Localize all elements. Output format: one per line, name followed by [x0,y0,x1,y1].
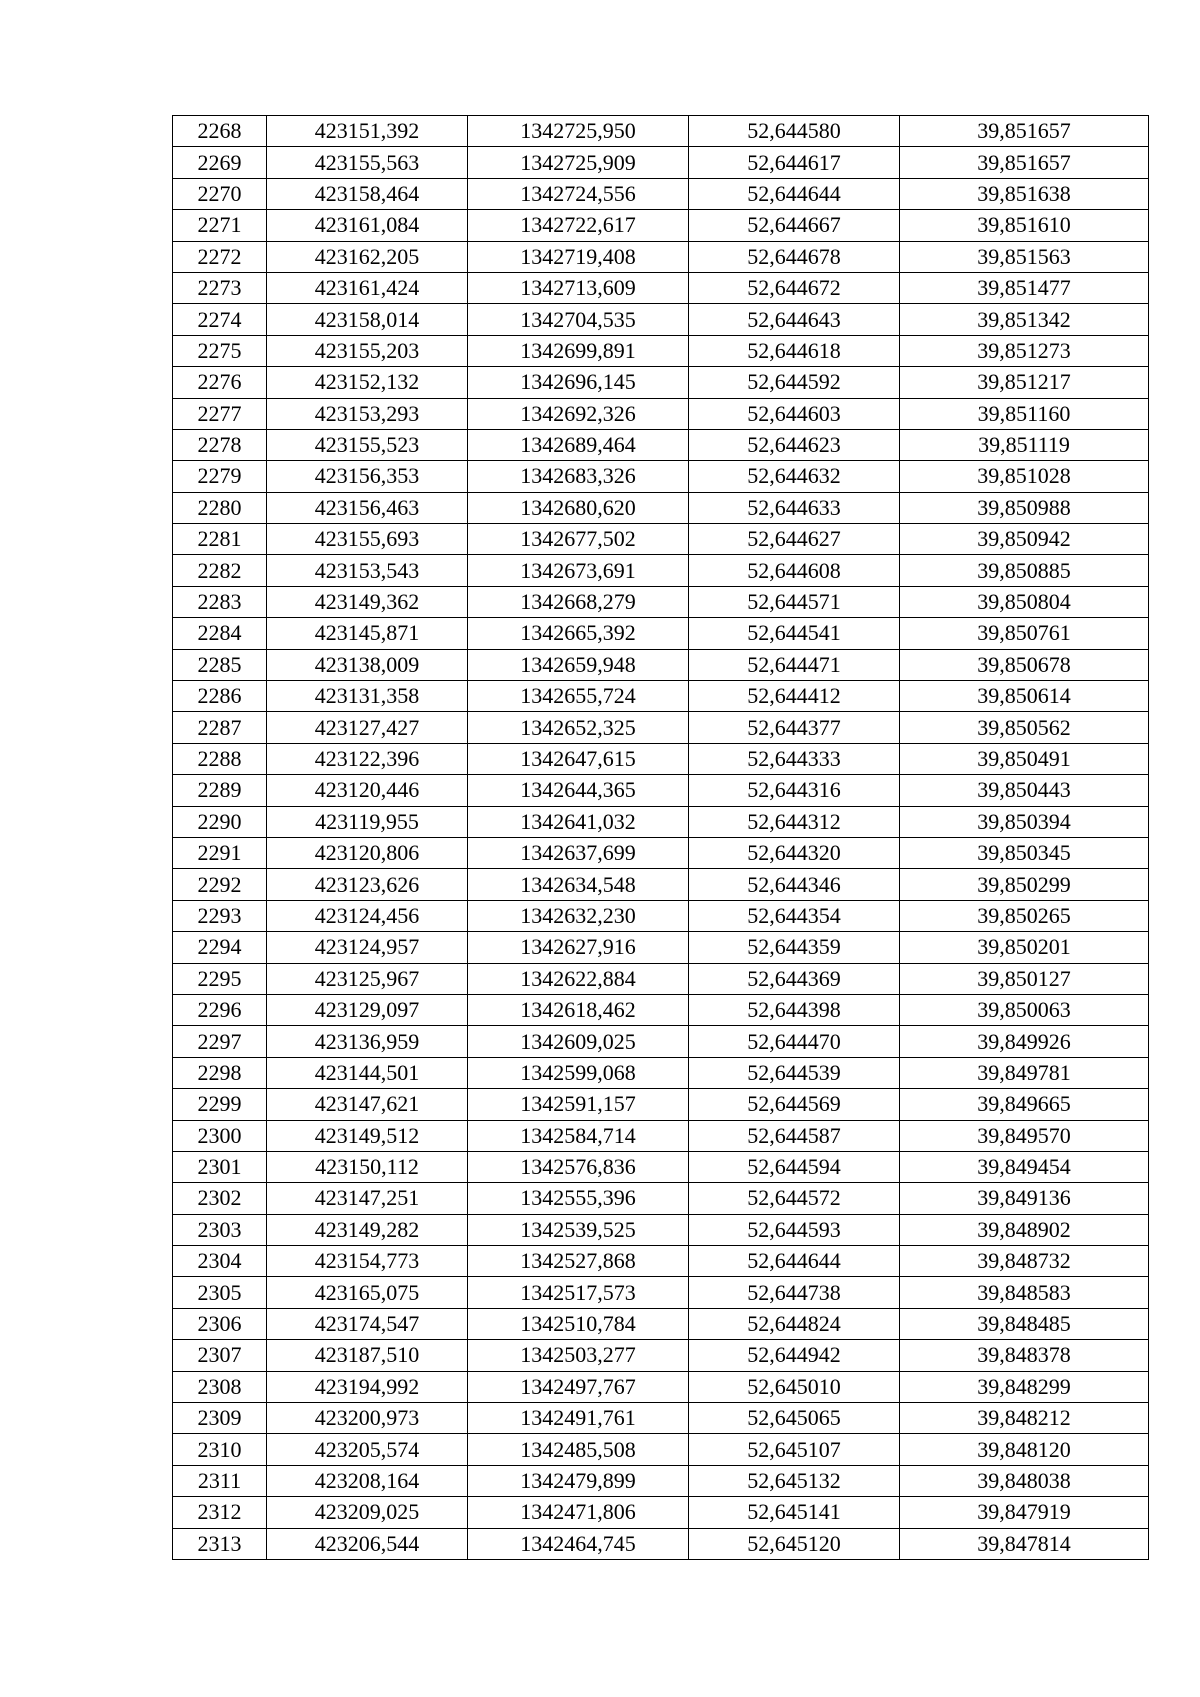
table-row [173,241,1149,272]
coord-y-cell: 1342696,145 [468,367,689,398]
longitude-cell: 39,850678 [900,649,1149,680]
latitude-cell: 52,644541 [689,618,900,649]
table-row [173,963,1149,994]
longitude-cell: 39,850299 [900,869,1149,900]
coord-y-cell: 1342471,806 [468,1497,689,1528]
table-row [173,178,1149,209]
table-row [173,649,1149,680]
coord-y-cell: 1342527,868 [468,1246,689,1277]
table-row [173,1434,1149,1465]
table-row [173,1026,1149,1057]
latitude-cell: 52,645120 [689,1528,900,1559]
longitude-cell: 39,850804 [900,586,1149,617]
table-row [173,524,1149,555]
longitude-cell: 39,849926 [900,1026,1149,1057]
coord-x-cell: 423124,957 [267,932,468,963]
longitude-cell: 39,850063 [900,994,1149,1025]
longitude-cell: 39,850761 [900,618,1149,649]
point-number-cell: 2280 [173,492,267,523]
coord-x-cell: 423144,501 [267,1057,468,1088]
point-number-cell: 2296 [173,994,267,1025]
longitude-cell: 39,850127 [900,963,1149,994]
coord-y-cell: 1342510,784 [468,1308,689,1339]
coord-y-cell: 1342647,615 [468,743,689,774]
latitude-cell: 52,644942 [689,1340,900,1371]
point-number-cell: 2270 [173,178,267,209]
table-row [173,1214,1149,1245]
coord-y-cell: 1342713,609 [468,272,689,303]
point-number-cell: 2290 [173,806,267,837]
latitude-cell: 52,644672 [689,272,900,303]
table-row [173,116,1149,147]
latitude-cell: 52,644623 [689,429,900,460]
table-row [173,1277,1149,1308]
table-row [173,147,1149,178]
latitude-cell: 52,644571 [689,586,900,617]
longitude-cell: 39,851028 [900,461,1149,492]
table-row [173,1403,1149,1434]
latitude-cell: 52,644603 [689,398,900,429]
coord-x-cell: 423124,456 [267,900,468,931]
longitude-cell: 39,848212 [900,1403,1149,1434]
point-number-cell: 2287 [173,712,267,743]
table-row [173,743,1149,774]
longitude-cell: 39,849781 [900,1057,1149,1088]
point-number-cell: 2303 [173,1214,267,1245]
latitude-cell: 52,644569 [689,1089,900,1120]
coord-y-cell: 1342704,535 [468,304,689,335]
table-row [173,837,1149,868]
coord-x-cell: 423147,251 [267,1183,468,1214]
latitude-cell: 52,644627 [689,524,900,555]
longitude-cell: 39,851657 [900,147,1149,178]
coord-x-cell: 423149,282 [267,1214,468,1245]
table-row [173,1371,1149,1402]
coord-y-cell: 1342517,573 [468,1277,689,1308]
table-row [173,304,1149,335]
coord-x-cell: 423158,464 [267,178,468,209]
longitude-cell: 39,848299 [900,1371,1149,1402]
point-number-cell: 2312 [173,1497,267,1528]
point-number-cell: 2305 [173,1277,267,1308]
latitude-cell: 52,644633 [689,492,900,523]
point-number-cell: 2272 [173,241,267,272]
coord-x-cell: 423155,693 [267,524,468,555]
coord-y-cell: 1342497,767 [468,1371,689,1402]
longitude-cell: 39,850443 [900,775,1149,806]
point-number-cell: 2291 [173,837,267,868]
latitude-cell: 52,644320 [689,837,900,868]
longitude-cell: 39,848120 [900,1434,1149,1465]
coord-y-cell: 1342644,365 [468,775,689,806]
longitude-cell: 39,850885 [900,555,1149,586]
coordinates-table-body [173,116,1149,1560]
coord-y-cell: 1342677,502 [468,524,689,555]
coord-y-cell: 1342699,891 [468,335,689,366]
coord-x-cell: 423200,973 [267,1403,468,1434]
longitude-cell: 39,851119 [900,429,1149,460]
coord-x-cell: 423155,563 [267,147,468,178]
point-number-cell: 2278 [173,429,267,460]
longitude-cell: 39,851610 [900,210,1149,241]
coord-x-cell: 423151,392 [267,116,468,147]
coord-x-cell: 423127,427 [267,712,468,743]
point-number-cell: 2273 [173,272,267,303]
coord-y-cell: 1342599,068 [468,1057,689,1088]
point-number-cell: 2268 [173,116,267,147]
coord-y-cell: 1342591,157 [468,1089,689,1120]
latitude-cell: 52,644608 [689,555,900,586]
latitude-cell: 52,645107 [689,1434,900,1465]
coord-y-cell: 1342641,032 [468,806,689,837]
table-row [173,272,1149,303]
point-number-cell: 2276 [173,367,267,398]
latitude-cell: 52,644594 [689,1151,900,1182]
latitude-cell: 52,644592 [689,367,900,398]
longitude-cell: 39,850201 [900,932,1149,963]
latitude-cell: 52,644316 [689,775,900,806]
coord-x-cell: 423205,574 [267,1434,468,1465]
point-number-cell: 2300 [173,1120,267,1151]
longitude-cell: 39,849570 [900,1120,1149,1151]
coord-y-cell: 1342609,025 [468,1026,689,1057]
table-row [173,429,1149,460]
table-row [173,492,1149,523]
point-number-cell: 2298 [173,1057,267,1088]
coord-x-cell: 423194,992 [267,1371,468,1402]
coord-y-cell: 1342655,724 [468,681,689,712]
point-number-cell: 2308 [173,1371,267,1402]
table-row [173,1528,1149,1559]
point-number-cell: 2288 [173,743,267,774]
coord-x-cell: 423161,424 [267,272,468,303]
longitude-cell: 39,850988 [900,492,1149,523]
coord-x-cell: 423154,773 [267,1246,468,1277]
longitude-cell: 39,851563 [900,241,1149,272]
coord-y-cell: 1342539,525 [468,1214,689,1245]
longitude-cell: 39,847919 [900,1497,1149,1528]
coord-y-cell: 1342622,884 [468,963,689,994]
longitude-cell: 39,850265 [900,900,1149,931]
latitude-cell: 52,644617 [689,147,900,178]
coord-x-cell: 423123,626 [267,869,468,900]
coord-y-cell: 1342692,326 [468,398,689,429]
latitude-cell: 52,644824 [689,1308,900,1339]
coord-y-cell: 1342555,396 [468,1183,689,1214]
latitude-cell: 52,644587 [689,1120,900,1151]
coord-x-cell: 423131,358 [267,681,468,712]
coordinates-table [172,115,1149,1560]
latitude-cell: 52,644580 [689,116,900,147]
table-row [173,335,1149,366]
table-row [173,712,1149,743]
point-number-cell: 2311 [173,1465,267,1496]
table-row [173,586,1149,617]
longitude-cell: 39,851273 [900,335,1149,366]
coord-x-cell: 423174,547 [267,1308,468,1339]
coord-x-cell: 423155,523 [267,429,468,460]
table-row [173,618,1149,649]
point-number-cell: 2301 [173,1151,267,1182]
latitude-cell: 52,644377 [689,712,900,743]
point-number-cell: 2307 [173,1340,267,1371]
point-number-cell: 2302 [173,1183,267,1214]
coord-y-cell: 1342618,462 [468,994,689,1025]
latitude-cell: 52,644738 [689,1277,900,1308]
latitude-cell: 52,644643 [689,304,900,335]
table-row [173,461,1149,492]
point-number-cell: 2277 [173,398,267,429]
coord-y-cell: 1342680,620 [468,492,689,523]
longitude-cell: 39,850562 [900,712,1149,743]
coord-y-cell: 1342689,464 [468,429,689,460]
table-row [173,1120,1149,1151]
point-number-cell: 2295 [173,963,267,994]
coord-x-cell: 423155,203 [267,335,468,366]
coord-y-cell: 1342584,714 [468,1120,689,1151]
latitude-cell: 52,645065 [689,1403,900,1434]
table-row [173,775,1149,806]
coord-y-cell: 1342665,392 [468,618,689,649]
longitude-cell: 39,851342 [900,304,1149,335]
coord-y-cell: 1342634,548 [468,869,689,900]
coord-x-cell: 423120,806 [267,837,468,868]
coord-y-cell: 1342637,699 [468,837,689,868]
longitude-cell: 39,850614 [900,681,1149,712]
table-row [173,900,1149,931]
point-number-cell: 2309 [173,1403,267,1434]
table-row [173,1057,1149,1088]
longitude-cell: 39,849454 [900,1151,1149,1182]
table-row [173,1308,1149,1339]
coord-x-cell: 423150,112 [267,1151,468,1182]
longitude-cell: 39,850394 [900,806,1149,837]
latitude-cell: 52,644593 [689,1214,900,1245]
table-row [173,1465,1149,1496]
longitude-cell: 39,850491 [900,743,1149,774]
point-number-cell: 2292 [173,869,267,900]
latitude-cell: 52,644470 [689,1026,900,1057]
coord-x-cell: 423147,621 [267,1089,468,1120]
latitude-cell: 52,644618 [689,335,900,366]
coord-x-cell: 423136,959 [267,1026,468,1057]
coord-x-cell: 423161,084 [267,210,468,241]
table-row [173,806,1149,837]
point-number-cell: 2285 [173,649,267,680]
longitude-cell: 39,851657 [900,116,1149,147]
point-number-cell: 2306 [173,1308,267,1339]
latitude-cell: 52,645141 [689,1497,900,1528]
coord-y-cell: 1342722,617 [468,210,689,241]
table-row [173,994,1149,1025]
table-row [173,932,1149,963]
longitude-cell: 39,851217 [900,367,1149,398]
longitude-cell: 39,847814 [900,1528,1149,1559]
latitude-cell: 52,644354 [689,900,900,931]
table-row [173,367,1149,398]
point-number-cell: 2283 [173,586,267,617]
longitude-cell: 39,851160 [900,398,1149,429]
point-number-cell: 2274 [173,304,267,335]
point-number-cell: 2281 [173,524,267,555]
coord-y-cell: 1342668,279 [468,586,689,617]
coord-x-cell: 423149,512 [267,1120,468,1151]
latitude-cell: 52,644359 [689,932,900,963]
latitude-cell: 52,644412 [689,681,900,712]
coord-x-cell: 423153,543 [267,555,468,586]
coord-y-cell: 1342719,408 [468,241,689,272]
table-row [173,1151,1149,1182]
coord-y-cell: 1342491,761 [468,1403,689,1434]
longitude-cell: 39,850345 [900,837,1149,868]
coord-x-cell: 423120,446 [267,775,468,806]
coord-y-cell: 1342464,745 [468,1528,689,1559]
coord-x-cell: 423162,205 [267,241,468,272]
latitude-cell: 52,644539 [689,1057,900,1088]
longitude-cell: 39,851477 [900,272,1149,303]
coord-y-cell: 1342479,899 [468,1465,689,1496]
longitude-cell: 39,851638 [900,178,1149,209]
coord-x-cell: 423138,009 [267,649,468,680]
latitude-cell: 52,644312 [689,806,900,837]
longitude-cell: 39,848732 [900,1246,1149,1277]
point-number-cell: 2304 [173,1246,267,1277]
coord-x-cell: 423153,293 [267,398,468,429]
coord-y-cell: 1342485,508 [468,1434,689,1465]
latitude-cell: 52,644471 [689,649,900,680]
longitude-cell: 39,850942 [900,524,1149,555]
coord-y-cell: 1342627,916 [468,932,689,963]
longitude-cell: 39,849136 [900,1183,1149,1214]
latitude-cell: 52,644346 [689,869,900,900]
table-row [173,1089,1149,1120]
point-number-cell: 2294 [173,932,267,963]
latitude-cell: 52,644369 [689,963,900,994]
table-row [173,1183,1149,1214]
latitude-cell: 52,644644 [689,178,900,209]
point-number-cell: 2282 [173,555,267,586]
coord-y-cell: 1342725,950 [468,116,689,147]
coord-x-cell: 423209,025 [267,1497,468,1528]
latitude-cell: 52,644644 [689,1246,900,1277]
latitude-cell: 52,645010 [689,1371,900,1402]
latitude-cell: 52,644632 [689,461,900,492]
longitude-cell: 39,848378 [900,1340,1149,1371]
coord-y-cell: 1342652,325 [468,712,689,743]
coord-y-cell: 1342576,836 [468,1151,689,1182]
point-number-cell: 2269 [173,147,267,178]
point-number-cell: 2299 [173,1089,267,1120]
point-number-cell: 2293 [173,900,267,931]
coord-y-cell: 1342503,277 [468,1340,689,1371]
coord-x-cell: 423145,871 [267,618,468,649]
point-number-cell: 2271 [173,210,267,241]
table-row [173,869,1149,900]
coord-y-cell: 1342724,556 [468,178,689,209]
coord-y-cell: 1342632,230 [468,900,689,931]
coord-x-cell: 423152,132 [267,367,468,398]
table-row [173,681,1149,712]
table-row [173,1246,1149,1277]
coord-x-cell: 423129,097 [267,994,468,1025]
coord-x-cell: 423156,353 [267,461,468,492]
point-number-cell: 2310 [173,1434,267,1465]
table-row [173,210,1149,241]
point-number-cell: 2289 [173,775,267,806]
latitude-cell: 52,645132 [689,1465,900,1496]
longitude-cell: 39,848485 [900,1308,1149,1339]
coord-y-cell: 1342683,326 [468,461,689,492]
table-row [173,1340,1149,1371]
longitude-cell: 39,848583 [900,1277,1149,1308]
point-number-cell: 2313 [173,1528,267,1559]
coord-x-cell: 423158,014 [267,304,468,335]
point-number-cell: 2297 [173,1026,267,1057]
latitude-cell: 52,644398 [689,994,900,1025]
point-number-cell: 2284 [173,618,267,649]
coord-x-cell: 423165,075 [267,1277,468,1308]
longitude-cell: 39,848038 [900,1465,1149,1496]
table-row [173,1497,1149,1528]
latitude-cell: 52,644678 [689,241,900,272]
table-row [173,555,1149,586]
coord-x-cell: 423206,544 [267,1528,468,1559]
coord-y-cell: 1342673,691 [468,555,689,586]
coord-y-cell: 1342659,948 [468,649,689,680]
coord-y-cell: 1342725,909 [468,147,689,178]
longitude-cell: 39,848902 [900,1214,1149,1245]
latitude-cell: 52,644667 [689,210,900,241]
table-row [173,398,1149,429]
coord-x-cell: 423125,967 [267,963,468,994]
latitude-cell: 52,644572 [689,1183,900,1214]
latitude-cell: 52,644333 [689,743,900,774]
coord-x-cell: 423156,463 [267,492,468,523]
point-number-cell: 2279 [173,461,267,492]
coord-x-cell: 423187,510 [267,1340,468,1371]
point-number-cell: 2286 [173,681,267,712]
longitude-cell: 39,849665 [900,1089,1149,1120]
coord-x-cell: 423149,362 [267,586,468,617]
point-number-cell: 2275 [173,335,267,366]
coord-x-cell: 423122,396 [267,743,468,774]
coord-x-cell: 423208,164 [267,1465,468,1496]
coord-x-cell: 423119,955 [267,806,468,837]
